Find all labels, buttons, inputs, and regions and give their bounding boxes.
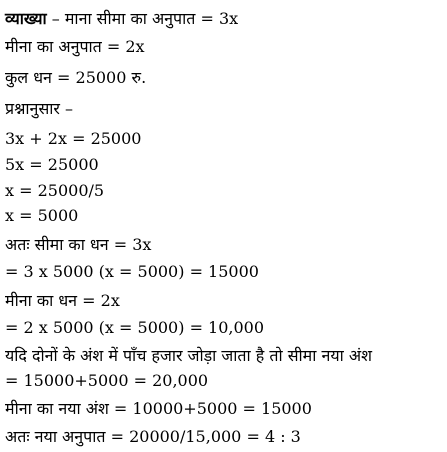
solution-line: मीना का अनुपात = 2x	[5, 37, 145, 56]
solution-line: x = 25000/5	[5, 181, 105, 200]
solution-line: कुल धन = 25000 रु.	[5, 68, 147, 87]
solution-line: x = 5000	[5, 206, 79, 225]
solution-line: = 2 x 5000 (x = 5000) = 10,000	[5, 318, 265, 337]
solution-line: = 15000+5000 = 20,000	[5, 371, 209, 390]
solution-line: यदि दोनों के अंश में पाँच हजार जोड़ा जाता है तो सीमा नया अंश	[5, 346, 372, 365]
solution-line: 5x = 25000	[5, 155, 99, 174]
heading-line	[5, 9, 238, 31]
heading-label: व्याख्या	[5, 9, 47, 28]
solution-line: प्रश्नानुसार –	[5, 99, 74, 118]
solution-line: 3x + 2x = 25000	[5, 129, 142, 148]
solution-line: अतः सीमा का धन = 3x	[5, 235, 152, 254]
solution-line: मीना का धन = 2x	[5, 291, 120, 310]
solution-line: अतः नया अनुपात = 20000/15,000 = 4 : 3	[5, 427, 301, 446]
solution-line: मीना का नया अंश = 10000+5000 = 15000	[5, 399, 312, 418]
heading-rest: – माना सीमा का अनुपात = 3x	[46, 9, 239, 28]
solution-line: = 3 x 5000 (x = 5000) = 15000	[5, 262, 259, 281]
